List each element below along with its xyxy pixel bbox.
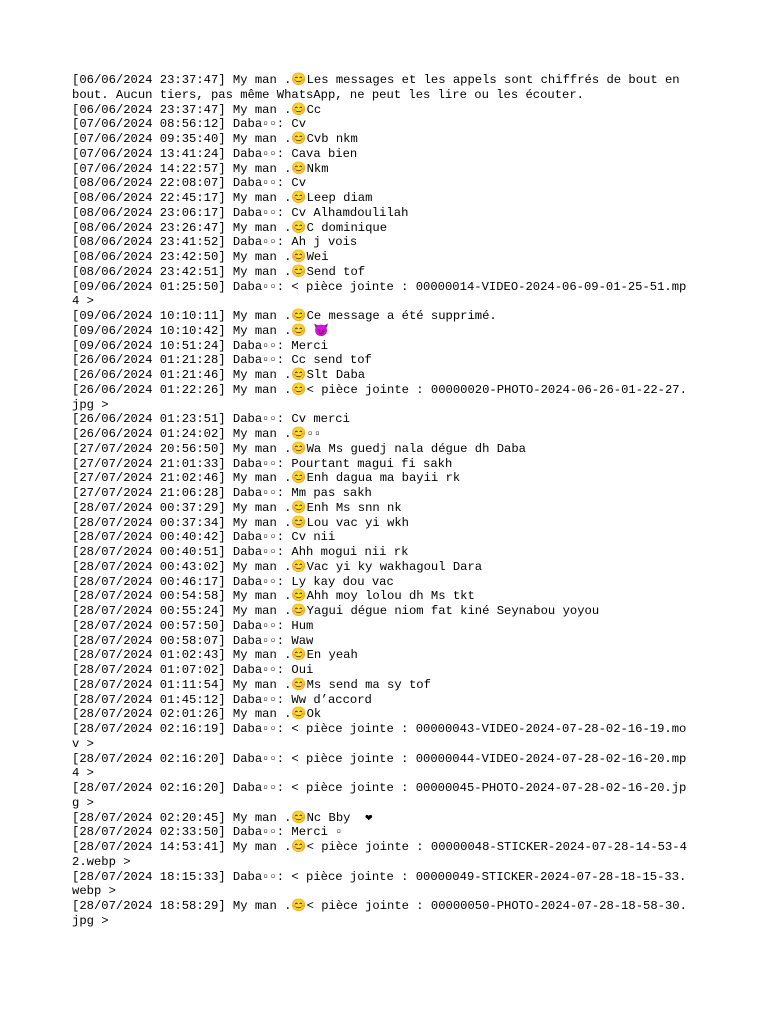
message-line: [28/07/2024 01:07:02] Daba▫▫: Oui — [72, 663, 314, 677]
message-line: [28/07/2024 01:11:54] My man .😊Ms send ma sy tof — [72, 677, 431, 692]
message-line: [28/07/2024 00:43:02] My man .😊Vac yi ky wakhagoul Dara — [72, 559, 483, 574]
message-line: [28/07/2024 02:16:19] Daba▫▫: < pièce jointe : 00000043-VIDEO-2024-07-28-02-16-19.mov > — [72, 722, 687, 751]
message-line: [28/07/2024 00:37:29] My man .😊Enh Ms snn nk — [72, 500, 402, 515]
message-line: [28/07/2024 02:33:50] Daba▫▫: Merci ▫ — [72, 825, 343, 840]
message-line: [28/07/2024 02:16:20] Daba▫▫: < pièce jointe : 00000045-PHOTO-2024-07-28-02-16-20.jpg > — [72, 781, 687, 810]
message-line: [28/07/2024 00:40:51] Daba▫▫: Ahh mogui nii rk — [72, 545, 409, 559]
chat-transcript — [72, 73, 692, 929]
message-line: [27/07/2024 20:56:50] My man .😊Wa Ms guedj nala dégue dh Daba — [72, 441, 526, 456]
message-line: [26/06/2024 01:23:51] Daba▫▫: Cv merci — [72, 412, 350, 427]
message-line: [08/06/2024 23:06:17] Daba▫▫: Cv Alhamdoulilah — [72, 205, 409, 220]
message-line: [06/06/2024 23:37:47] My man .😊Les messages et les appels sont chiffrés de bout en bout. Aucun tiers, pas même WhatsApp, ne peut les lire ou les écouter. — [72, 73, 687, 102]
message-line: [28/07/2024 00:46:17] Daba▫▫: Ly kay dou vac — [72, 574, 394, 589]
message-line: [28/07/2024 00:57:50] Daba▫▫: Hum — [72, 618, 314, 633]
message-line: [08/06/2024 23:26:47] My man .😊C dominique — [72, 220, 388, 235]
message-line: [28/07/2024 00:58:07] Daba▫▫: Waw — [72, 633, 314, 648]
message-line: [09/06/2024 10:10:42] My man .😊 😈 — [72, 323, 330, 338]
message-line: [28/07/2024 02:20:45] My man .😊Nc Bby ❤ — [72, 810, 373, 825]
message-line: [09/06/2024 10:51:24] Daba▫▫: Merci — [72, 338, 328, 353]
message-line: [28/07/2024 00:37:34] My man .😊Lou vac yi wkh — [72, 515, 409, 530]
message-line: [28/07/2024 01:02:43] My man .😊En yeah — [72, 648, 358, 663]
message-line: [26/06/2024 01:21:46] My man .😊Slt Daba — [72, 368, 366, 382]
message-line: [28/07/2024 00:55:24] My man .😊Yagui dégue niom fat kiné Seynabou yoyou — [72, 604, 600, 618]
message-line: [28/07/2024 14:53:41] My man .😊< pièce jointe : 00000048-STICKER-2024-07-28-14-53-42.webp > — [72, 840, 687, 869]
message-line: [08/06/2024 22:45:17] My man .😊Leep diam — [72, 191, 373, 205]
message-line: [28/07/2024 01:45:12] Daba▫▫: Ww d’accord — [72, 692, 372, 707]
message-line: [26/06/2024 01:21:28] Daba▫▫: Cc send tof — [72, 353, 372, 368]
message-line: [08/06/2024 23:41:52] Daba▫▫: Ah j vois — [72, 235, 358, 250]
message-line: [07/06/2024 08:56:12] Daba▫▫: Cv — [72, 117, 307, 132]
message-line: [07/06/2024 13:41:24] Daba▫▫: Cava bien — [72, 146, 358, 161]
message-line: [07/06/2024 14:22:57] My man .😊Nkm — [72, 161, 329, 176]
message-line: [27/07/2024 21:02:46] My man .😊Enh dagua ma bayii rk — [72, 471, 461, 486]
message-line: [26/06/2024 01:24:02] My man .😊▫▫ — [72, 427, 322, 441]
message-line: [08/06/2024 23:42:51] My man .😊Send tof — [72, 264, 366, 279]
message-line: [28/07/2024 02:01:26] My man .😊Ok — [72, 707, 322, 722]
message-line: [08/06/2024 23:42:50] My man .😊Wei — [72, 250, 329, 264]
message-line: [28/07/2024 02:16:20] Daba▫▫: < pièce jointe : 00000044-VIDEO-2024-07-28-02-16-20.mp4 > — [72, 751, 687, 781]
message-line: [09/06/2024 10:10:11] My man .😊Ce message a été supprimé. — [72, 309, 497, 323]
message-line: [06/06/2024 23:37:47] My man .😊Cc — [72, 102, 322, 117]
message-line: [27/07/2024 21:01:33] Daba▫▫: Pourtant magui fi sakh — [72, 456, 453, 471]
message-line: [28/07/2024 18:15:33] Daba▫▫: < pièce jointe : 00000049-STICKER-2024-07-28-18-15-33.webp > — [72, 869, 687, 899]
message-line: [28/07/2024 00:54:58] My man .😊Ahh moy lolou dh Ms tkt — [72, 589, 475, 604]
message-line: [27/07/2024 21:06:28] Daba▫▫: Mm pas sakh — [72, 486, 372, 500]
message-line: [08/06/2024 22:08:07] Daba▫▫: Cv — [72, 176, 307, 191]
message-line: [28/07/2024 00:40:42] Daba▫▫: Cv nii — [72, 530, 336, 545]
message-line: [26/06/2024 01:22:26] My man .😊< pièce jointe : 00000020-PHOTO-2024-06-26-01-22-27.jpg > — [72, 382, 687, 412]
message-line: [09/06/2024 01:25:50] Daba▫▫: < pièce jointe : 00000014-VIDEO-2024-06-09-01-25-51.mp4 > — [72, 279, 687, 309]
message-line: [28/07/2024 18:58:29] My man .😊< pièce jointe : 00000050-PHOTO-2024-07-28-18-58-30.jpg > — [72, 899, 687, 928]
message-line: [07/06/2024 09:35:40] My man .😊Cvb nkm — [72, 132, 358, 146]
